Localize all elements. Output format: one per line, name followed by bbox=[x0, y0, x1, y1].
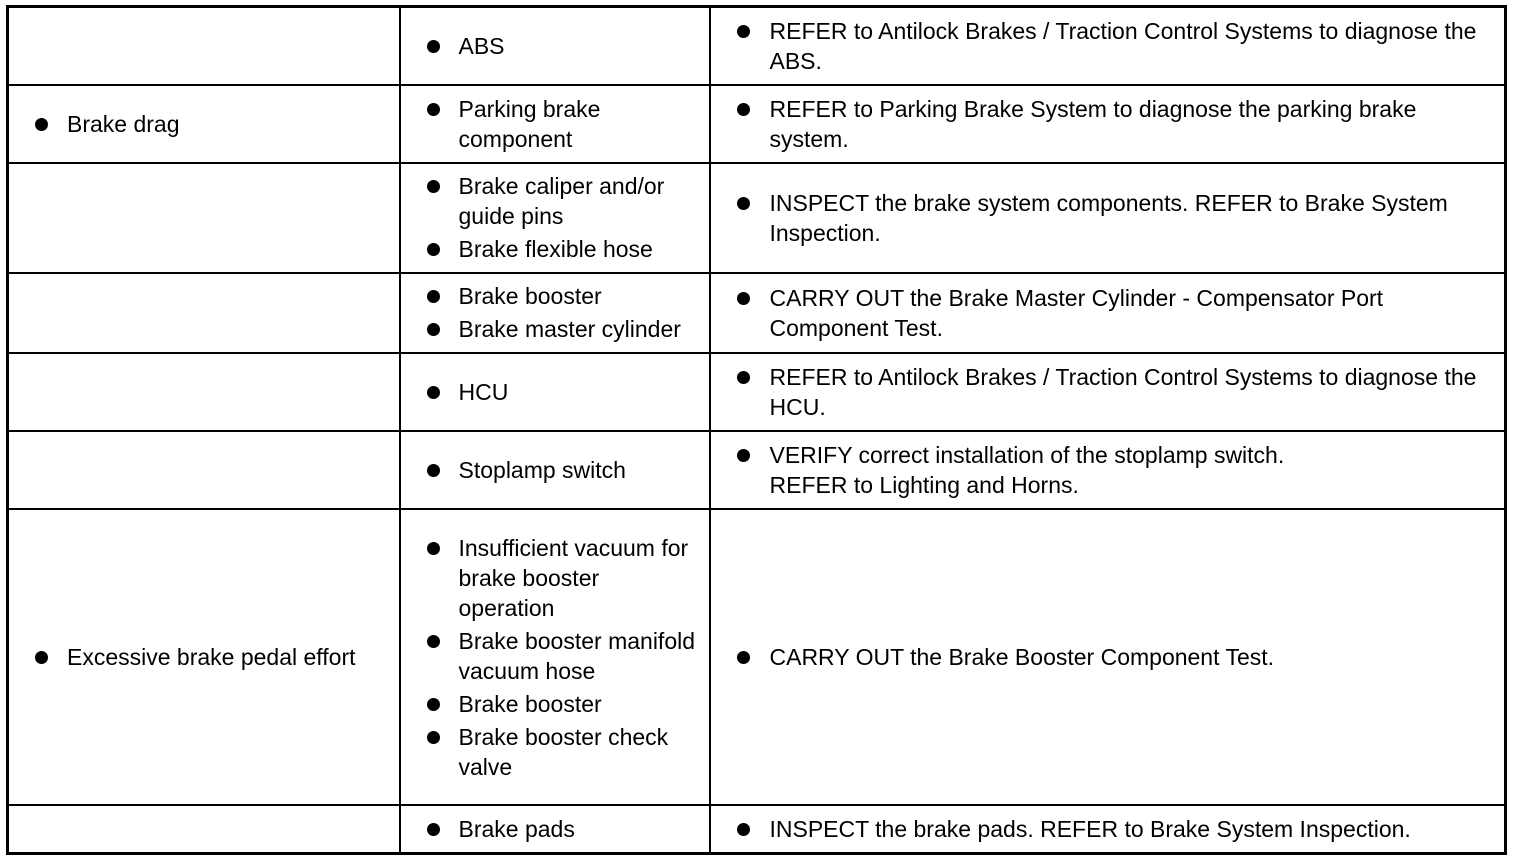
source-item: Brake booster manifold vacuum hose bbox=[459, 626, 701, 686]
symptom-cell bbox=[8, 509, 400, 805]
action-cell bbox=[710, 273, 1506, 353]
action-item: INSPECT the brake system components. REFER to Brake System Inspection. bbox=[770, 188, 1499, 248]
source-item: Brake pads bbox=[459, 814, 701, 844]
source-cell bbox=[400, 805, 710, 853]
symptom-cell bbox=[8, 431, 400, 509]
symptom-cell bbox=[8, 273, 400, 353]
symptom-cell bbox=[8, 7, 400, 85]
action-cell bbox=[710, 163, 1506, 273]
table-row bbox=[8, 273, 1506, 353]
action-cell bbox=[710, 431, 1506, 509]
action-item: REFER to Parking Brake System to diagnose the parking brake system. bbox=[770, 94, 1499, 154]
source-item: Brake booster bbox=[459, 689, 701, 719]
table-row bbox=[8, 163, 1506, 273]
source-item: Brake caliper and/or guide pins bbox=[459, 171, 701, 231]
action-item: CARRY OUT the Brake Master Cylinder - Compensator Port Component Test. bbox=[770, 283, 1499, 343]
source-item: Parking brake component bbox=[459, 94, 701, 154]
source-cell bbox=[400, 85, 710, 163]
table-row bbox=[8, 431, 1506, 509]
source-cell bbox=[400, 163, 710, 273]
source-item: ABS bbox=[459, 31, 701, 61]
symptom-item: Excessive brake pedal effort bbox=[67, 642, 399, 672]
table-row bbox=[8, 7, 1506, 85]
source-cell bbox=[400, 509, 710, 805]
source-cell bbox=[400, 7, 710, 85]
source-cell bbox=[400, 353, 710, 431]
table-row bbox=[8, 85, 1506, 163]
action-cell bbox=[710, 509, 1506, 805]
source-item: Brake booster check valve bbox=[459, 722, 701, 782]
action-cell bbox=[710, 353, 1506, 431]
action-item: REFER to Antilock Brakes / Traction Control Systems to diagnose the HCU. bbox=[770, 362, 1499, 422]
source-item: Brake flexible hose bbox=[459, 234, 701, 264]
action-cell bbox=[710, 805, 1506, 853]
symptom-cell bbox=[8, 353, 400, 431]
symptom-cell bbox=[8, 805, 400, 853]
diagnosis-table bbox=[6, 5, 1507, 855]
source-item: Brake master cylinder bbox=[459, 314, 701, 344]
action-cell bbox=[710, 7, 1506, 85]
action-item: VERIFY correct installation of the stoplamp switch. REFER to Lighting and Horns. bbox=[770, 440, 1499, 500]
source-item: HCU bbox=[459, 377, 701, 407]
symptom-cell bbox=[8, 163, 400, 273]
action-cell bbox=[710, 85, 1506, 163]
source-item: Insufficient vacuum for brake booster operation bbox=[459, 533, 701, 623]
table-row bbox=[8, 509, 1506, 805]
source-item: Brake booster bbox=[459, 281, 701, 311]
source-cell bbox=[400, 431, 710, 509]
table-row bbox=[8, 805, 1506, 853]
action-item: INSPECT the brake pads. REFER to Brake System Inspection. bbox=[770, 814, 1499, 844]
symptom-item: Brake drag bbox=[67, 109, 399, 139]
symptom-cell bbox=[8, 85, 400, 163]
source-cell bbox=[400, 273, 710, 353]
action-item: CARRY OUT the Brake Booster Component Test. bbox=[770, 642, 1499, 672]
source-item: Stoplamp switch bbox=[459, 455, 701, 485]
action-item: REFER to Antilock Brakes / Traction Control Systems to diagnose the ABS. bbox=[770, 16, 1499, 76]
table-row bbox=[8, 353, 1506, 431]
